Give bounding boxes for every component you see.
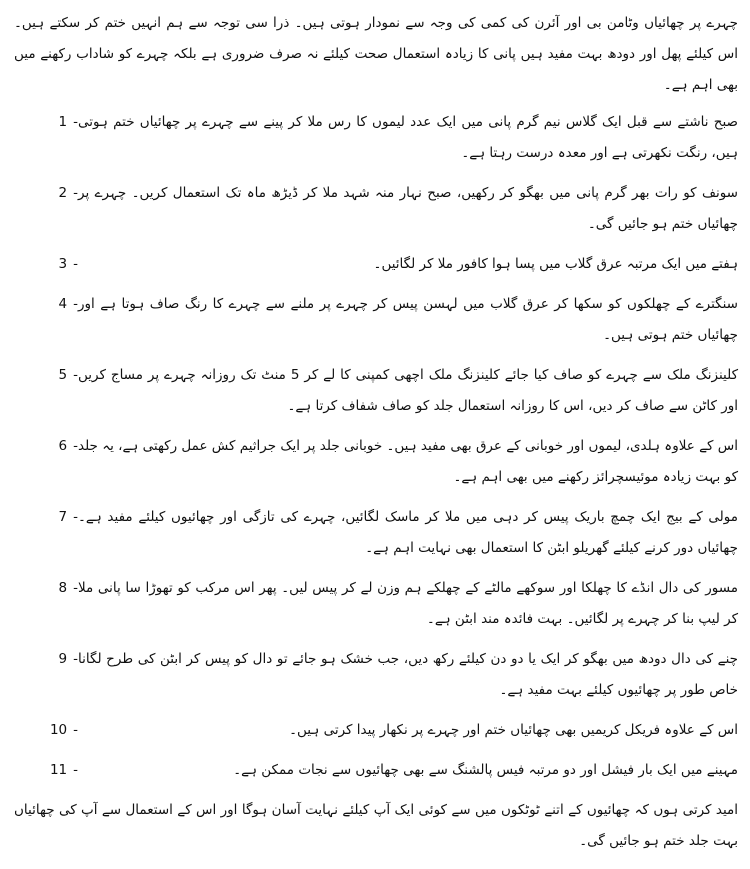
tip-number: 8 -: [58, 580, 78, 596]
tip-number: 6 -: [58, 438, 78, 454]
tip-number: 5 -: [58, 367, 78, 383]
tip-text: صبح ناشتے سے قبل ایک گلاس نیم گرم پانی میں ایک عدد لیموں کا رس ملا کر پینے سے چہرے پر چھائیاں ختم ہوتی ہیں، رنگت نکھرتی ہے اور معدہ درست رہتا ہے۔: [78, 114, 738, 161]
tip-number: 7 -: [58, 509, 78, 525]
tip-number: 11 -: [49, 762, 78, 778]
list-item: [14, 178, 738, 240]
tip-number: 1 -: [58, 114, 78, 130]
tip-text: سنگترے کے چھلکوں کو سکھا کر عرق گلاب میں لہسن پیس کر چہرے پر ملنے سے چہرے کا رنگ صاف ہوتا ہے اور چھائیاں ختم ہوتی ہیں۔: [78, 296, 738, 343]
list-item: [14, 755, 738, 786]
tip-text: اس کے علاوہ ہلدی، لیموں اور خوبانی کے عرق بھی مفید ہیں۔ خوبانی جلد پر ایک جراثیم کش عمل رکھتی ہے، یہ جلد کو بہت زیادہ موئیسچرائز رکھنے میں بھی اہم ہے۔: [78, 438, 738, 485]
tips-list: [14, 107, 738, 786]
tip-number: 9 -: [58, 651, 78, 667]
tip-text: مولی کے بیج ایک چمچ باریک پیس کر دہی میں ملا کر ماسک لگائیں، چہرے کی تازگی اور چھائیوں کیلئے مفید ہے۔ چھائیاں دور کرنے کیلئے گھریلو ابٹن کا استعمال بھی نہایت اہم ہے۔: [78, 509, 738, 556]
tip-text: کلینزنگ ملک سے چہرے کو صاف کیا جائے کلینزنگ ملک اچھی کمپنی کا لے کر 5 منٹ تک روزانہ چہرے پر مساج کریں اور کاٹن سے صاف کر دیں، اس کا روزانہ استعمال جلد کو صاف شفاف کرتا ہے۔: [78, 367, 739, 414]
list-item: [14, 107, 738, 169]
tip-number: 3 -: [58, 256, 78, 272]
list-item: [14, 249, 738, 280]
tip-text: مسور کی دال انڈے کا چھلکا اور سوکھے مالٹے کے چھلکے ہم وزن لے کر پیس لیں۔ پھر اس مرکب کو تھوڑا سا پانی ملا کر لیپ بنا کر چہرے پر لگائیں۔ بہت فائدہ مند ابٹن ہے۔: [78, 580, 738, 627]
list-item: [14, 715, 738, 746]
closing-paragraph: امید کرتی ہوں کہ چھائیوں کے اتنے ٹوٹکوں میں سے کوئی ایک آپ کیلئے نہایت آسان ہوگا اور اس کے استعمال سے آپ کی چھائیاں بہت جلد ختم ہو جائیں گی۔: [14, 802, 738, 849]
tip-text: ہفتے میں ایک مرتبہ عرق گلاب میں پسا ہوا کافور ملا کر لگائیں۔: [373, 256, 738, 272]
list-item: [14, 573, 738, 635]
tip-text: سونف کو رات بھر گرم پانی میں بھگو کر رکھیں، صبح نہار منہ شہد ملا کر ڈیڑھ ماہ تک استعمال کریں۔ چہرے پر چھائیاں ختم ہو جائیں گی۔: [78, 185, 738, 232]
list-item: [14, 360, 738, 422]
list-item: [14, 502, 738, 564]
list-item: [14, 431, 738, 493]
intro-paragraph: چہرے پر چھائیاں وٹامن بی اور آئرن کی کمی کی وجہ سے نمودار ہوتی ہیں۔ ذرا سی توجہ سے ہم انہیں ختم کر سکتے ہیں۔ اس کیلئے پھل اور دودھ بہت مفید ہیں پانی کا زیادہ استعمال صحت کیلئے نہ صرف ضروری ہے بلکہ چہرے کو شاداب رکھنے میں بھی اہم ہے۔: [14, 15, 738, 93]
tip-text: اس کے علاوہ فریکل کریمیں بھی چھائیاں ختم اور چہرے پر نکھار پیدا کرتی ہیں۔: [289, 722, 738, 738]
tip-text: چنے کی دال دودھ میں بھگو کر ایک یا دو دن کیلئے رکھ دیں، جب خشک ہو جائے تو دال کو پیس کر ابٹن کی طرح لگانا خاص طور پر چھائیوں کیلئے بہت مفید ہے۔: [78, 651, 738, 698]
list-item: [14, 644, 738, 706]
tip-text: مہینے میں ایک بار فیشل اور دو مرتبہ فیس پالشنگ سے بھی چھائیوں سے نجات ممکن ہے۔: [233, 762, 738, 778]
list-item: [14, 289, 738, 351]
tip-number: 2 -: [58, 185, 78, 201]
tip-number: 4 -: [58, 296, 78, 312]
tip-number: 10 -: [49, 722, 78, 738]
